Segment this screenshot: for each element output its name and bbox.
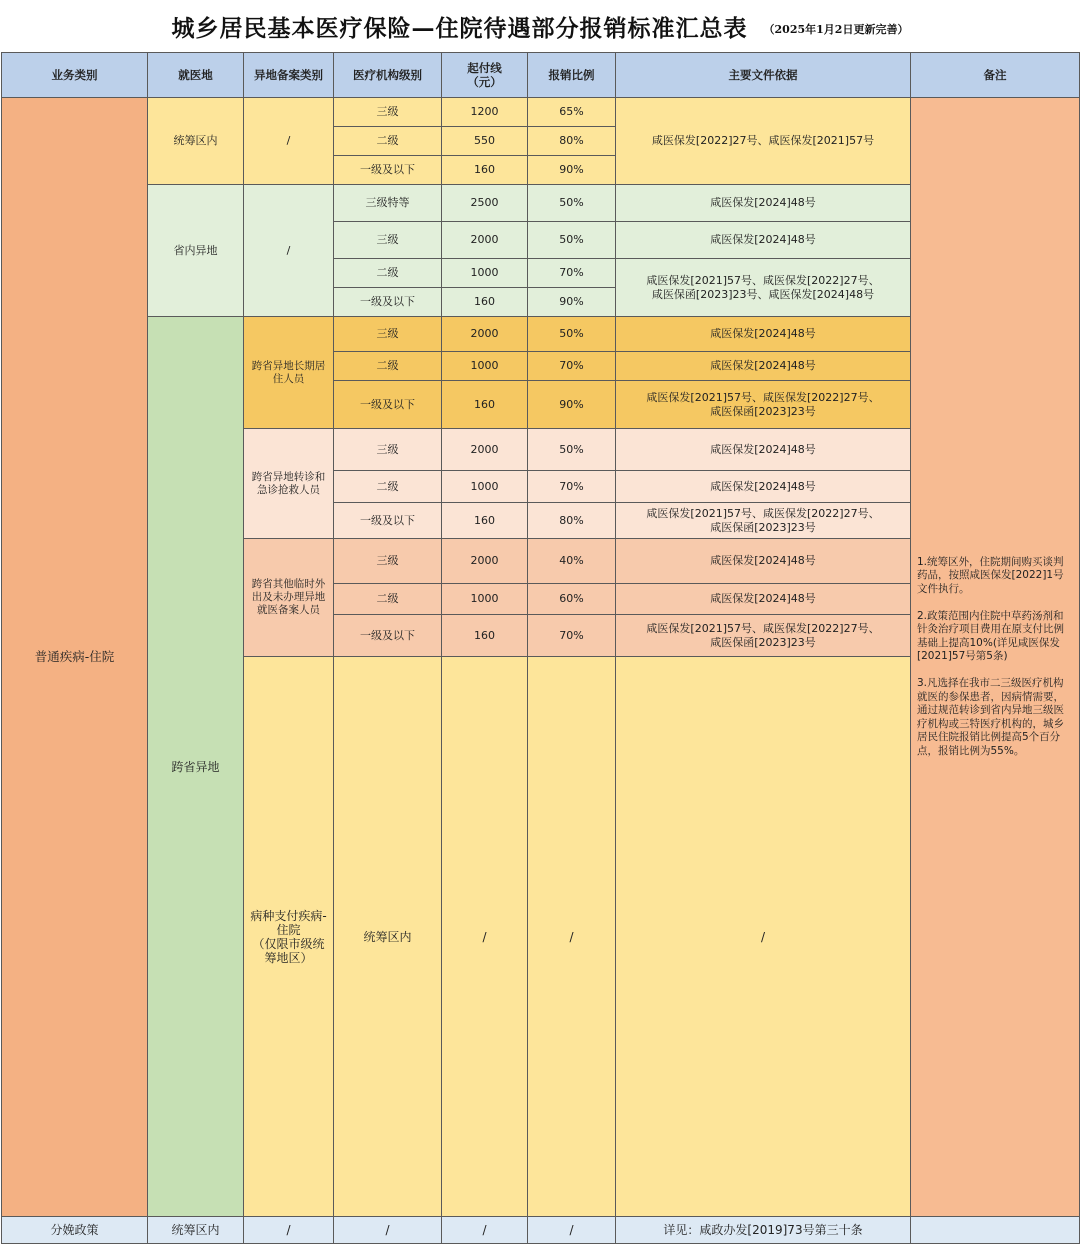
filing-type: / [244, 1217, 334, 1244]
category-disease: 病种支付疾病-住院 （仅限市级统筹地区） [244, 657, 334, 1217]
doc-cell: 咸医保发[2021]57号、咸医保发[2022]27号、 咸医保函[2023]23号、咸医保发[2024]48号 [616, 259, 911, 317]
filing-type: / [244, 98, 334, 185]
update-date: （2025年1月2日更新完善） [763, 23, 909, 36]
filing-type: / [442, 657, 528, 1217]
level-cell: 二级 [334, 352, 442, 381]
filing-type: / [244, 185, 334, 317]
ratio-cell: 80% [528, 127, 616, 156]
level-cell: 二级 [334, 127, 442, 156]
location-pool: 统筹区内 [148, 98, 244, 185]
table-row-birth [2, 1217, 1080, 1244]
doc-cell: 咸医保发[2024]48号 [616, 317, 911, 352]
doc-cell: 咸医保发[2024]48号 [616, 539, 911, 584]
level-cell: 三级 [334, 222, 442, 259]
doc-cell: 咸医保发[2021]57号、咸医保发[2022]27号、 咸医保函[2023]23号 [616, 615, 911, 657]
ratio-cell: 50% [528, 185, 616, 222]
level-cell: 二级 [334, 259, 442, 288]
doc-cell: 咸医保发[2024]48号 [616, 222, 911, 259]
ratio-cell: 40% [528, 539, 616, 584]
level-cell: / [334, 1217, 442, 1244]
level-cell: / [528, 657, 616, 1217]
threshold-cell: 160 [442, 156, 528, 185]
threshold-cell: 1000 [442, 259, 528, 288]
location-pool: 统筹区内 [334, 657, 442, 1217]
threshold-cell: 2000 [442, 539, 528, 584]
ratio-cell: 70% [528, 471, 616, 503]
doc-cell: 咸医保发[2024]48号 [616, 429, 911, 471]
filing-type-temporary: 跨省其他临时外出及未办理异地就医备案人员 [244, 539, 334, 657]
ratio-cell: 80% [528, 503, 616, 539]
header-category: 业务类别 [2, 53, 148, 98]
header-documents: 主要文件依据 [616, 53, 911, 98]
doc-cell: 咸医保发[2022]27号、咸医保发[2021]57号 [616, 98, 911, 185]
title-bar [0, 0, 1080, 52]
level-cell: 一级及以下 [334, 615, 442, 657]
threshold-cell: 160 [442, 288, 528, 317]
notes-cell: 1.统筹区外，住院期间购买谈判药品，按照咸医保发[2022]1号文件执行。 2.政策范围内住院中草药汤剂和针灸治疗项目费用在原支付比例基础上提高10%(详见咸医保发[2021]57号第5条) 3.凡选择在我市二三级医疗机构就医的参保患者，因病情需要，通过规范转诊到省内异地三级医疗机构或三特医疗机构的，城乡居民住院报销比例提高5个百分点，报销比例为55%。 [911, 98, 1080, 1217]
notes-empty [911, 1217, 1080, 1244]
ratio-cell: 50% [528, 317, 616, 352]
header-filing-type: 异地备案类别 [244, 53, 334, 98]
level-cell: 三级特等 [334, 185, 442, 222]
level-cell: 三级 [334, 539, 442, 584]
threshold-cell: 2000 [442, 317, 528, 352]
level-cell: 三级 [334, 317, 442, 352]
ratio-cell: 90% [528, 156, 616, 185]
category-birth: 分娩政策 [2, 1217, 148, 1244]
ratio-cell: 70% [528, 259, 616, 288]
header-ratio: 报销比例 [528, 53, 616, 98]
doc-cell: 咸医保发[2021]57号、咸医保发[2022]27号、 咸医保函[2023]23号 [616, 503, 911, 539]
threshold-cell: 160 [442, 503, 528, 539]
header-institution-level: 医疗机构级别 [334, 53, 442, 98]
location-province: 省内异地 [148, 185, 244, 317]
threshold-cell: 550 [442, 127, 528, 156]
table-row [2, 98, 1080, 127]
doc-cell: 详见：咸政办发[2019]73号第三十条 [616, 1217, 911, 1244]
doc-cell: 咸医保发[2024]48号 [616, 185, 911, 222]
doc-cell: 咸医保发[2024]48号 [616, 584, 911, 615]
level-cell: 三级 [334, 429, 442, 471]
level-cell: 一级及以下 [334, 288, 442, 317]
category-general: 普通疾病-住院 [2, 98, 148, 1217]
threshold-cell: 160 [442, 381, 528, 429]
threshold-cell: 1200 [442, 98, 528, 127]
ratio-cell: 70% [528, 615, 616, 657]
threshold-cell: 1000 [442, 352, 528, 381]
header-row [2, 53, 1080, 98]
threshold-cell: 1000 [442, 471, 528, 503]
location-pool: 统筹区内 [148, 1217, 244, 1244]
ratio-cell: 70% [528, 352, 616, 381]
header-threshold: 起付线 （元） [442, 53, 528, 98]
threshold-cell: 2500 [442, 185, 528, 222]
doc-cell: 咸医保发[2021]57号、咸医保发[2022]27号、 咸医保函[2023]23号 [616, 381, 911, 429]
threshold-cell: / [616, 657, 911, 1217]
ratio-cell: 50% [528, 429, 616, 471]
threshold-cell: 1000 [442, 584, 528, 615]
header-notes: 备注 [911, 53, 1080, 98]
level-cell: 三级 [334, 98, 442, 127]
threshold-cell: 160 [442, 615, 528, 657]
level-cell: 二级 [334, 471, 442, 503]
header-location: 就医地 [148, 53, 244, 98]
doc-cell: 咸医保发[2024]48号 [616, 471, 911, 503]
level-cell: 一级及以下 [334, 503, 442, 539]
ratio-cell: 50% [528, 222, 616, 259]
level-cell: 一级及以下 [334, 156, 442, 185]
ratio-cell: 65% [528, 98, 616, 127]
threshold-cell: 2000 [442, 429, 528, 471]
threshold-cell: 2000 [442, 222, 528, 259]
filing-type-transfer: 跨省异地转诊和急诊抢救人员 [244, 429, 334, 539]
filing-type-long-term: 跨省异地长期居住人员 [244, 317, 334, 429]
reimbursement-table [1, 52, 1080, 1244]
ratio-cell: 60% [528, 584, 616, 615]
location-cross-province: 跨省异地 [148, 317, 244, 1217]
page-title: 城乡居民基本医疗保险—住院待遇部分报销标准汇总表 [171, 14, 748, 42]
ratio-cell: / [528, 1217, 616, 1244]
level-cell: 一级及以下 [334, 381, 442, 429]
ratio-cell: 90% [528, 288, 616, 317]
doc-cell: 咸医保发[2024]48号 [616, 352, 911, 381]
level-cell: 二级 [334, 584, 442, 615]
threshold-cell: / [442, 1217, 528, 1244]
ratio-cell: 90% [528, 381, 616, 429]
